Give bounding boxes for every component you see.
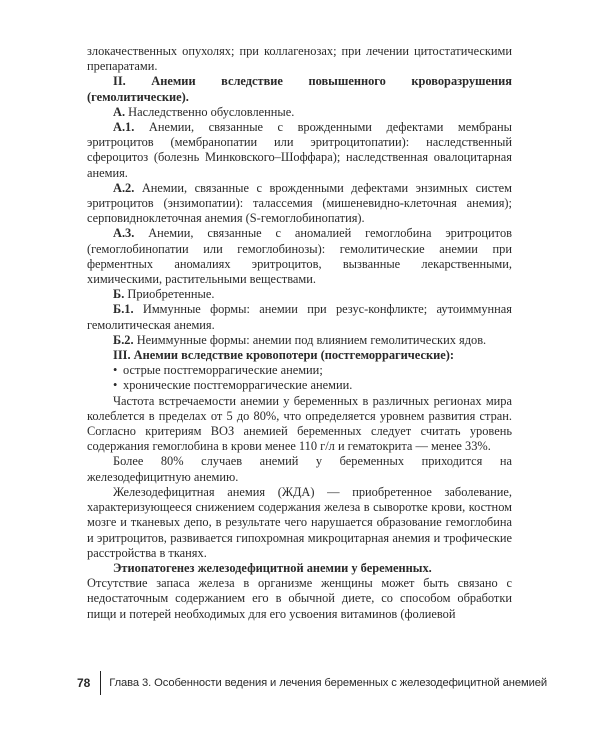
item-b-label: Б. (113, 287, 125, 302)
item-b1-label: Б.1. (113, 302, 134, 317)
item-a (87, 105, 512, 120)
section-heading-hemolytic: II. Анемии вследствие повышенного кроворазрушения (гемолитические). (87, 74, 512, 104)
item-b2-label: Б.2. (113, 332, 134, 347)
item-a3-label: А.3. (113, 226, 135, 241)
item-a-text: Наследственно обусловленные. (125, 104, 295, 119)
page-number: 78 (77, 676, 91, 690)
list-item: • хронические постгеморрагические анемии. (113, 378, 512, 393)
body-text (87, 44, 512, 622)
item-a2-label: А.2. (113, 180, 135, 195)
item-a1-text: Анемии, связанные с врожденными дефектами мембраны эритроцитов (мембранопатии или эритроцитопатии): наследственный сфероцитоз (болезнь Минковского–Шоффара); наследственная овалоцитарная анемия. (87, 120, 512, 180)
item-a-label: А. (113, 104, 126, 119)
running-chapter-title: Глава 3. Особенности ведения и лечения беременных с железодефицитной анемией (109, 677, 547, 689)
section-heading-blood-loss: III. Анемии вследствие кровопотери (постгеморрагические): (113, 348, 454, 363)
item-a3-text: Анемии, связанные с аномалией гемоглобина эритроцитов (гемоглобинопатии или гемоглобинозы): гемолитические анемии при ферментных аномалиях эритроцитов, вызванные лекарственными, химическими, растительными веществами. (87, 226, 512, 287)
paragraph-frequency: Частота встречаемости анемии у беременных в различных регионах мира колеблется в пределах от 5 до 80%, что определяется уровнем развития стран. Согласно критериям ВОЗ анемией беременных следует считать уровень содержания гемоглобина в крови менее 110 г/л и гематокрита — менее 33%. (87, 393, 512, 454)
etiopathogenesis-heading: Этиопатогенез железодефицитной анемии у беременных. (113, 560, 432, 575)
item-b2 (87, 333, 512, 348)
paragraph-iron-deficiency-share: Более 80% случаев анемий у беременных приходится на железодефицитную анемию. (87, 454, 512, 484)
item-b2-text: Неиммунные формы: анемии под влиянием гемолитических ядов. (133, 332, 487, 347)
item-a1-label: А.1. (113, 120, 135, 135)
page-footer (77, 672, 547, 694)
item-a2-text: Анемии, связанные с врожденными дефектами энзимных систем эритроцитов (энзимопатии): талассемия (мишеневидно-клеточная анемия); серповидноклеточная анемия (S-гемоглобинопатия). (87, 180, 512, 226)
paragraph-ida-definition: Железодефицитная анемия (ЖДА) — приобретенное заболевание, характеризующееся снижением содержания железа в сыворотке крови, костном мозге и тканевых депо, в результате чего нарушается образование гемоглобина и эритроцитов, развивается гипохромная микроцитарная анемия и трофические расстройства в тканях. (87, 484, 512, 560)
item-a3 (87, 226, 512, 287)
item-b1 (87, 302, 512, 332)
bullet-list (87, 363, 512, 393)
paragraph-continuation: злокачественных опухолях; при коллагенозах; при лечении цитостатическими препаратами. (87, 44, 512, 74)
item-b1-text: Иммунные формы: анемии при резус-конфликте; аутоиммунная гемолитическая анемия. (87, 302, 512, 332)
paragraph-etiopathogenesis: Отсутствие запаса железа в организме женщины может быть связано с недостаточным содержанием его в обычной диете, со способом обработки пищи и потерей необходимых для его усвоения витаминов (фолиевой (87, 576, 512, 621)
footer-divider (100, 671, 101, 695)
item-b (87, 287, 512, 302)
item-a2 (87, 181, 512, 227)
list-item: • острые постгеморрагические анемии; (113, 363, 512, 378)
item-b-text: Приобретенные. (124, 287, 215, 302)
item-a1 (87, 120, 512, 181)
